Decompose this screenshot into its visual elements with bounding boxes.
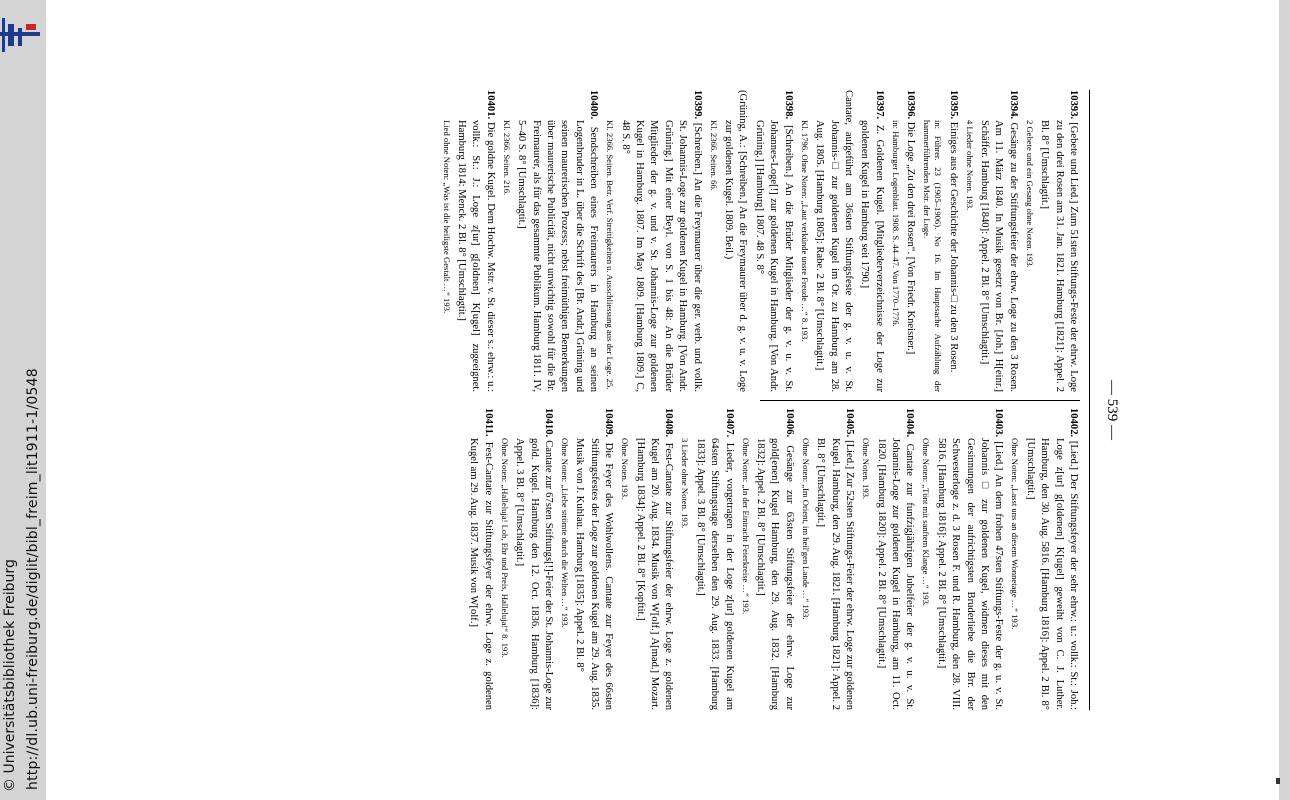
entry-note: in: Führer. 23 (1905–1906). No 16. Im Hauptsache Aufzählung der hammerführenden Mstr. der Loge. <box>922 120 944 392</box>
bibliography-entry <box>945 90 959 392</box>
entry-text: Die goldne Kugel. Dem Hochw. Mstr. v. St. dieser s.: ehrw.: u.: vollk.: St.: J.: Loge z[ur] g[oldnen] K[ugel] zugeeignet. Hamburg 1814: Menck. 2 Bl. 8° [Umschlagtit.] <box>456 120 496 393</box>
right-sidebar <box>1279 0 1290 800</box>
entry-text: Die Feyer des Wohlwollens. Cantate zur Feyer des 66sten Stiftungsfestes der Loge zur goldenen Kugel am 29. Aug. 1835. Musik von J. Kuhlau. Hamburg [1835]: Appel. 2 Bl. 8° <box>574 438 615 711</box>
bibliography-entry <box>692 408 735 710</box>
entry-number: 10397. <box>873 90 885 125</box>
bibliography-entry <box>813 408 856 710</box>
entry-text: Lieder, vorgetragen in der Loge z[ur] goldenen Kugel am 64sten Stiftungstage derselben den 29. Aug. 1833. [Hamburg 1833]: Appel. 3 Bl. 8° [Umschlagtit.] <box>694 438 735 710</box>
column-divider <box>760 400 1080 401</box>
entry-note: Kl. 2366. Seiten. 66. <box>708 120 719 191</box>
entry-text: [Lied.] An dem frohen 47sten Stiftungs-Feste der g. u. v. St. Johannis □ zur goldenen Kugel, widmen dieses mit den Gesinnungen der aufrichtigsten Bruderliebe die Brr. der Schwesterloge z. d. 3 Rosen F. und R. Hamburg, den 28. VIII. 5816. [Hamburg 1816]: Appel. 2 Bl. 8° [Umschlagtit.] <box>935 438 1005 711</box>
entry-note: Ohne Noten. 193. <box>861 438 872 500</box>
bibliography-entry <box>873 408 916 710</box>
entry-text: Fest-Cantate zur Stiftungsfeier der ehrw. Loge z. goldenen Kugel am 20. Aug. 1834. Musik von W[olf.] A[mad.] Mozart. [Hamburg 1834]: Appel. 2 Bl. 8° [Kopftit.] <box>634 438 675 711</box>
entry-number: 10408. <box>663 408 675 443</box>
right-column <box>464 408 1080 710</box>
entry-note: Ohne Noten: „Halleluja! Lob, Ehr und Preis, Halleluja!“ 8. 193. <box>499 438 510 658</box>
bibliography-entry <box>1037 90 1080 392</box>
entry-text: [Gebete und Lied.] Zum 51sten Stiftungs-Feste der ehrw. Loge zu den drei Rosen am 31. Jan. 1821. Hamburg [1821]: Appel. 2 Bl. 8° [Umschlagtit.] <box>1039 120 1079 392</box>
entry-number: 10396. <box>905 90 917 122</box>
bibliography-entry <box>752 90 795 392</box>
entry-note: 2 Gebete und ein Gesang ohne Noten. 193. <box>1024 120 1035 268</box>
entry-number: 10402. <box>1068 408 1079 441</box>
bibliography-entry <box>1022 408 1080 710</box>
edge-mark <box>1276 778 1280 784</box>
entry-number: 10393. <box>1068 90 1079 123</box>
bibliography-entry <box>857 90 886 392</box>
entry-number: 10399. <box>691 90 703 123</box>
entry-text: Cantate zur funfzigjährigen Jubelfeier der g. v. u. v. St. Johannis-Loge zur goldenen Kugel in Hamburg, am 11. Oct. 1820. [Hamburg 1820]: Appel. 2 Bl. 8° [Umschlagtit.] <box>875 438 916 711</box>
copyright-vertical: © Universitätsbibliothek Freiburg <box>2 559 18 792</box>
entry-text: Die Loge „Zu den drei Rosen“. [Von Friedr. Kneisner.] <box>905 121 917 355</box>
entry-text: Cantate, aufgeführt am 36sten Stiftungsfeste der g. v. u. v. St. Johannis-□ zur goldenen Kugel im Or. zu Hamburg am 28. Aug. 1805. [Hamburg 1805]: Rabe. 2 Bl. 8° [Umschlagtit.] <box>814 90 854 392</box>
entry-number: 10405. <box>844 408 856 441</box>
page-header <box>1094 90 1120 710</box>
entry-note: Kl. 2366. Seiten. Betr. Verf. Streitigkeiten u. Ausschliessung aus der Loge. 25. <box>605 120 616 390</box>
entry-note: Ohne Noten: „Liebe strömte durch die Welten …“ 193. <box>560 438 571 628</box>
entry-note: Ohne Noten: „Tönt mit sanftem Klange …“ 193. <box>921 438 932 607</box>
entry-number: 10403. <box>993 408 1005 442</box>
page-number: — 539 — <box>1104 380 1120 440</box>
entry-text: (Grüning, A.: [Schreiben.] An die Freymaurer über d. g. v. u. v. Loge zur goldenen Kugel. 1809. Beil.) <box>723 90 749 392</box>
entry-number: 10398. <box>782 90 794 126</box>
entry-text: Fest-Cantate zur Stiftungsfeyer der ehrw. Loge z. goldenen Kugel am 29. Aug. 1837. Musik von W[olf.] <box>468 438 494 710</box>
entry-text: Gesänge zu der Stiftungsfeier der ehrw. Loge zu den 3 Rosen. Am 11. März 1840. In Musik gesetzt von Br. [Joh.] H[einr.] Schäffer. Hamburg [1840]: Appel. 2 Bl. 8° [Umschlagtit.] <box>978 120 1019 392</box>
entry-number: 10407. <box>723 408 735 443</box>
entry-number: 10404. <box>904 408 916 444</box>
entry-number: 10409. <box>603 408 615 443</box>
left-column <box>437 90 1080 392</box>
entry-number: 10394. <box>1007 90 1019 123</box>
entry-text: Gesänge zur 63sten Stiftungsfeier der ehrw. Loge zur gold[enen] Kugel Hamburg, den 29. Aug. 1832. [Hamburg 1832]: Appel. 2 Bl. 8° [Umschlagtit.] <box>755 438 795 711</box>
rotated-document-page <box>180 90 1120 710</box>
bibliography-entry <box>721 90 750 392</box>
entry-number: 10395. <box>947 90 959 122</box>
entry-note: Kl. 1796. Ohne Noten: „Laut verkünde unsre Freude …“ 8. 193. <box>799 120 810 342</box>
entry-note: in: Hamburger Logenblatt. 1908. S. 44–47. Von 1770–1776. <box>890 120 901 327</box>
bibliography-entry <box>514 90 600 392</box>
entry-note: Ohne Noten: „Lasst uns an diesem Wonnetage …“ 193. <box>1010 438 1021 630</box>
entry-note: 4 Lieder ohne Noten. 193. <box>964 120 975 211</box>
entry-number: 10410. <box>543 408 555 441</box>
entry-text: [Lied.] Zur 52sten Stiftungs-Feier der ehrw. Loge zur goldenen Kugel. Hamburg, den 29. Aug. 1821. [Hamburg 1821]: Appel. 2 Bl. 8° [Umschlagtit.] <box>815 438 856 711</box>
bibliography-entry <box>977 90 1020 392</box>
entry-number: 10400. <box>588 90 600 127</box>
entry-text: Sendschreiben eines Freimaurers in Hamburg an seinen Logenbruder in L. über die Schrift des [Br. Andr.] Grüning und seinen maurerischen Prozess; nebst freimüthigen Bemerkungen über maurerische Publicität, nicht unwichtig sowohl für die Br. Freimaurer, als für das gesammte Publikum. Hamburg 1811. IV, 5–40 S. 8° [Umschlagtit.] <box>516 120 600 393</box>
entry-note: Ohne Noten: „Im Orient, im heil'gen Lande …“ 193. <box>800 438 811 620</box>
entry-number: 10406. <box>783 408 795 446</box>
entry-note: 3 Lieder ohne Noten. 193. <box>680 438 691 529</box>
left-sidebar <box>0 0 46 800</box>
bibliography-entry <box>632 408 675 710</box>
header-rule <box>1089 90 1090 710</box>
entry-text: [Schreiben.] An die Brüder Mitglieder der g. v. u. v. St. Johannes-Loge[!] zur goldenen Kugel in Hamburg. [Von Andr. Grüning.] [Hamburg] 1807. 48 S. 8° <box>753 120 794 393</box>
bibliography-entry <box>617 90 703 392</box>
bibliography-entry <box>454 90 497 392</box>
bibliography-entry <box>572 408 615 710</box>
bibliography-entry <box>512 408 555 710</box>
bibliography-entry <box>466 408 495 710</box>
entry-text: Z. Goldenen Kugel. [Mitgliederverzeichnisse der Loge zur goldenen Kugel in Hamburg seit 1790.] <box>859 120 885 392</box>
entry-text: Einiges aus der Geschichte der Johannis-□ zu den 3 Rosen. <box>947 121 959 373</box>
entry-note: Ohne Noten. 193. <box>620 438 631 500</box>
entry-note: Ohne Noten: „In der Eintracht Feierkreise …“ 193. <box>740 438 751 615</box>
entry-text: [Schreiben.] An die Freymaurer über die ger. verb. und vollk. St. Johannis-Loge zur goldenen Kugel in Hamburg. [Von Andr. Grüning.] Mit einer Beyl. von S. 1 bis 48: An die Brüder Mitglieder der g. v. und v. St. Johannis-Loge zur goldenen Kugel in Hamburg. 1807. Im May 1809. [Hamburg 1809.] C, 48 S. 8° <box>619 120 703 392</box>
bibliography-entry <box>753 408 796 710</box>
entry-note: Kl. 2366. Seiten. 216. <box>501 120 512 196</box>
entry-text: [Lied.] Der Stiftungsfeyer der sehr ehrw.: u.: vollk.: St.: Joh.: Loge z[ur] g[oldenen] K[ugel] geweiht von C. J. Luther. Hamburg, den 30. Aug. 5816. [Hamburg 1816]: Appel. 2 Bl. 8° [Umschlagtit.] <box>1024 438 1079 711</box>
bibliography-entry <box>933 408 1005 710</box>
entry-number: 10401. <box>484 90 496 122</box>
page-url-vertical[interactable]: http://dl.ub.uni-freiburg.de/diglit/bibl_freim_lit1911-1/0548 <box>25 368 41 790</box>
entry-note: Lied ohne Noten: „Was ist die heiligste Gestalt …“ 193. <box>441 120 452 314</box>
bibliography-entry <box>812 90 855 392</box>
entry-text: Cantate zur 67sten Stiftungs[!]-Feier der St. Johannis-Loge zur gold. Kugel. Hamburg den 12. Oct. 1836. Hamburg [1836]: Appel. 3 Bl. 8° [Umschlagtit.] <box>514 438 555 710</box>
bibliography-entry <box>903 90 917 392</box>
entry-number: 10411. <box>482 408 494 442</box>
